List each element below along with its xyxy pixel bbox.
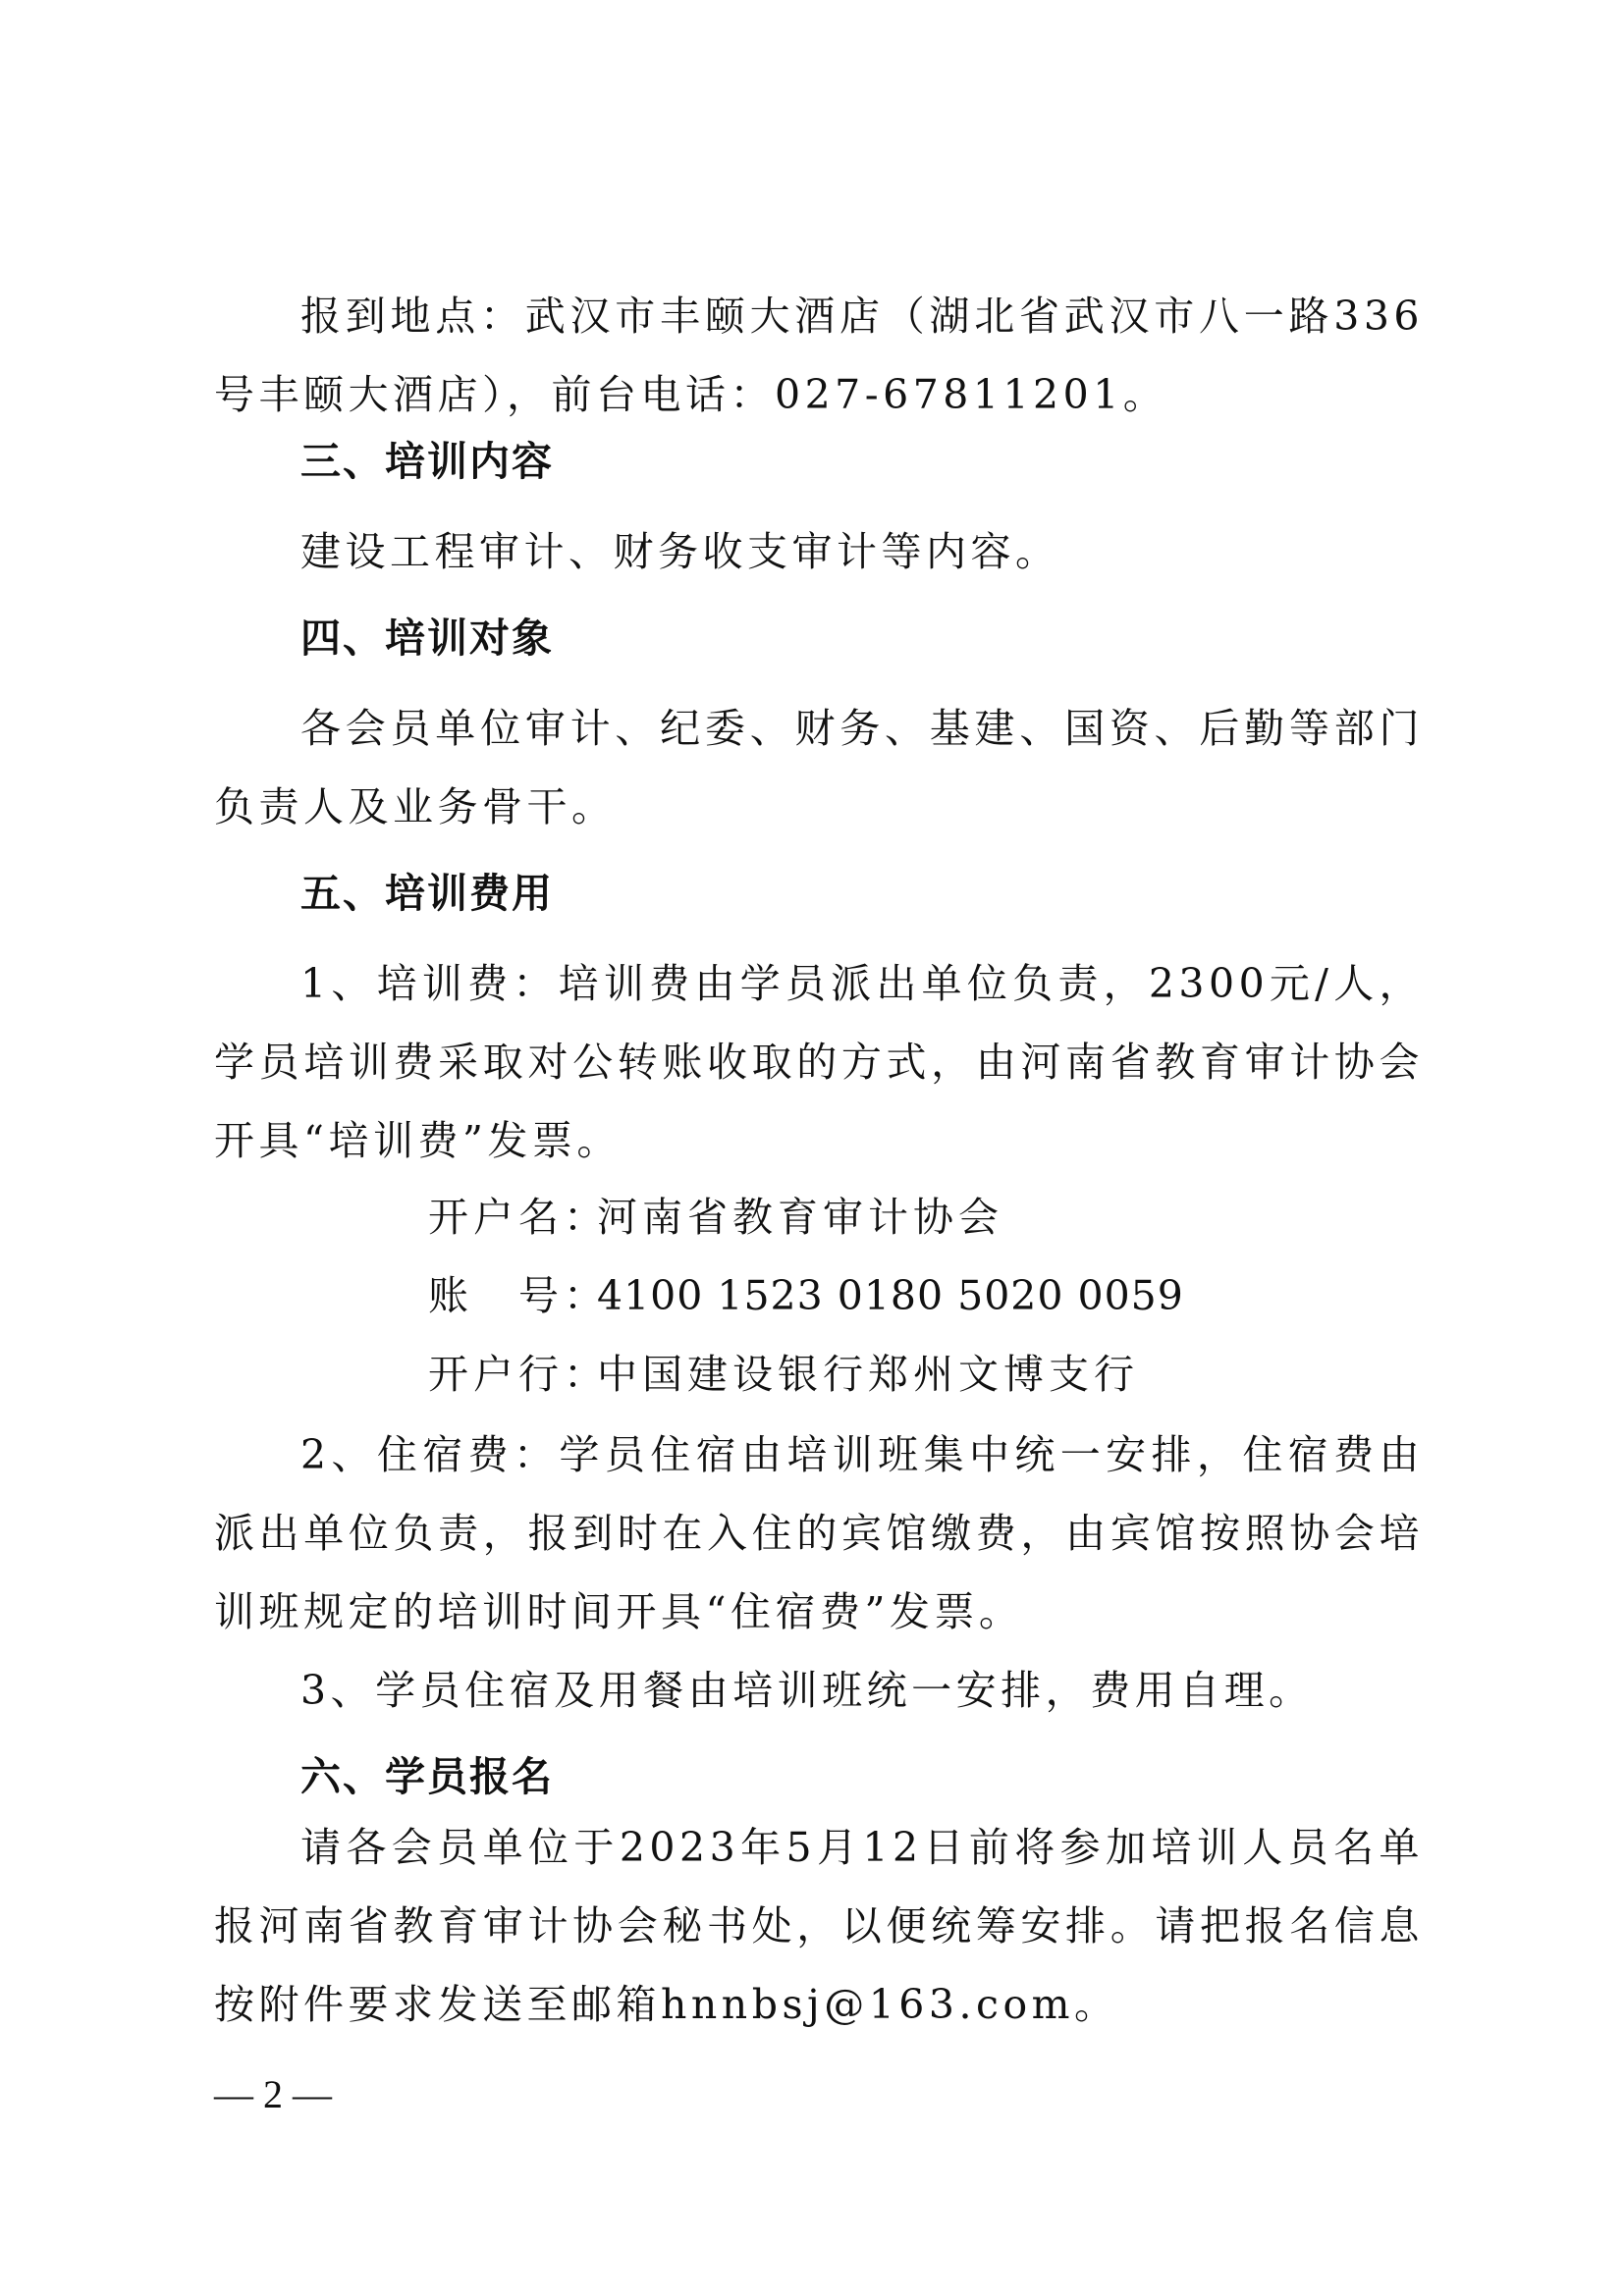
bank-account-name-row	[428, 1190, 1003, 1245]
page-number: — 2 —	[214, 2072, 332, 2116]
section-4-body: 各会员单位审计、纪委、财务、基建、国资、后勤等部门负责人及业务骨干。	[214, 705, 1424, 830]
fee-item-3-meals: 3、学员住宿及用餐由培训班统一安排，费用自理。	[300, 1667, 1314, 1714]
report-location-paragraph: 报到地点：武汉市丰颐大酒店（湖北省武汉市八一路336号丰颐大酒店），前台电话：027-67811201。	[214, 293, 1424, 418]
bank-branch-value: 中国建设银行郑州文博支行	[597, 1351, 1139, 1398]
bank-branch-row	[428, 1347, 1139, 1402]
section-4-heading: 四、培训对象	[300, 614, 554, 662]
bank-account-number-label: 账 号：	[428, 1272, 609, 1319]
section-6-body: 请各会员单位于2023年5月12日前将参加培训人员名单报河南省教育审计协会秘书处，以便统筹安排。请把报名信息按附件要求发送至邮箱hnnbsj@163.com。	[214, 1824, 1424, 2028]
fee-item-1-training: 1、培训费：培训费由学员派出单位负责，2300元/人，学员培训费采取对公转账收取的方式，由河南省教育审计协会开具“培训费”发票。	[214, 960, 1424, 1164]
section-3-body: 建设工程审计、财务收支审计等内容。	[300, 528, 1060, 575]
bank-account-number-value: 4100 1523 0180 5020 0059	[597, 1272, 1184, 1319]
bank-account-name-value: 河南省教育审计协会	[597, 1194, 1003, 1241]
section-3-heading: 三、培训内容	[300, 438, 554, 485]
bank-branch-label: 开户行：	[428, 1351, 609, 1398]
fee-item-2-accommodation: 2、住宿费：学员住宿由培训班集中统一安排，住宿费由派出单位负责，报到时在入住的宾馆缴费，由宾馆按照协会培训班规定的培训时间开具“住宿费”发票。	[214, 1431, 1424, 1635]
section-6-heading: 六、学员报名	[300, 1753, 554, 1800]
bank-account-name-label: 开户名：	[428, 1194, 609, 1241]
section-5-heading: 五、培训费用	[300, 870, 554, 917]
bank-account-number-row	[428, 1268, 1184, 1323]
